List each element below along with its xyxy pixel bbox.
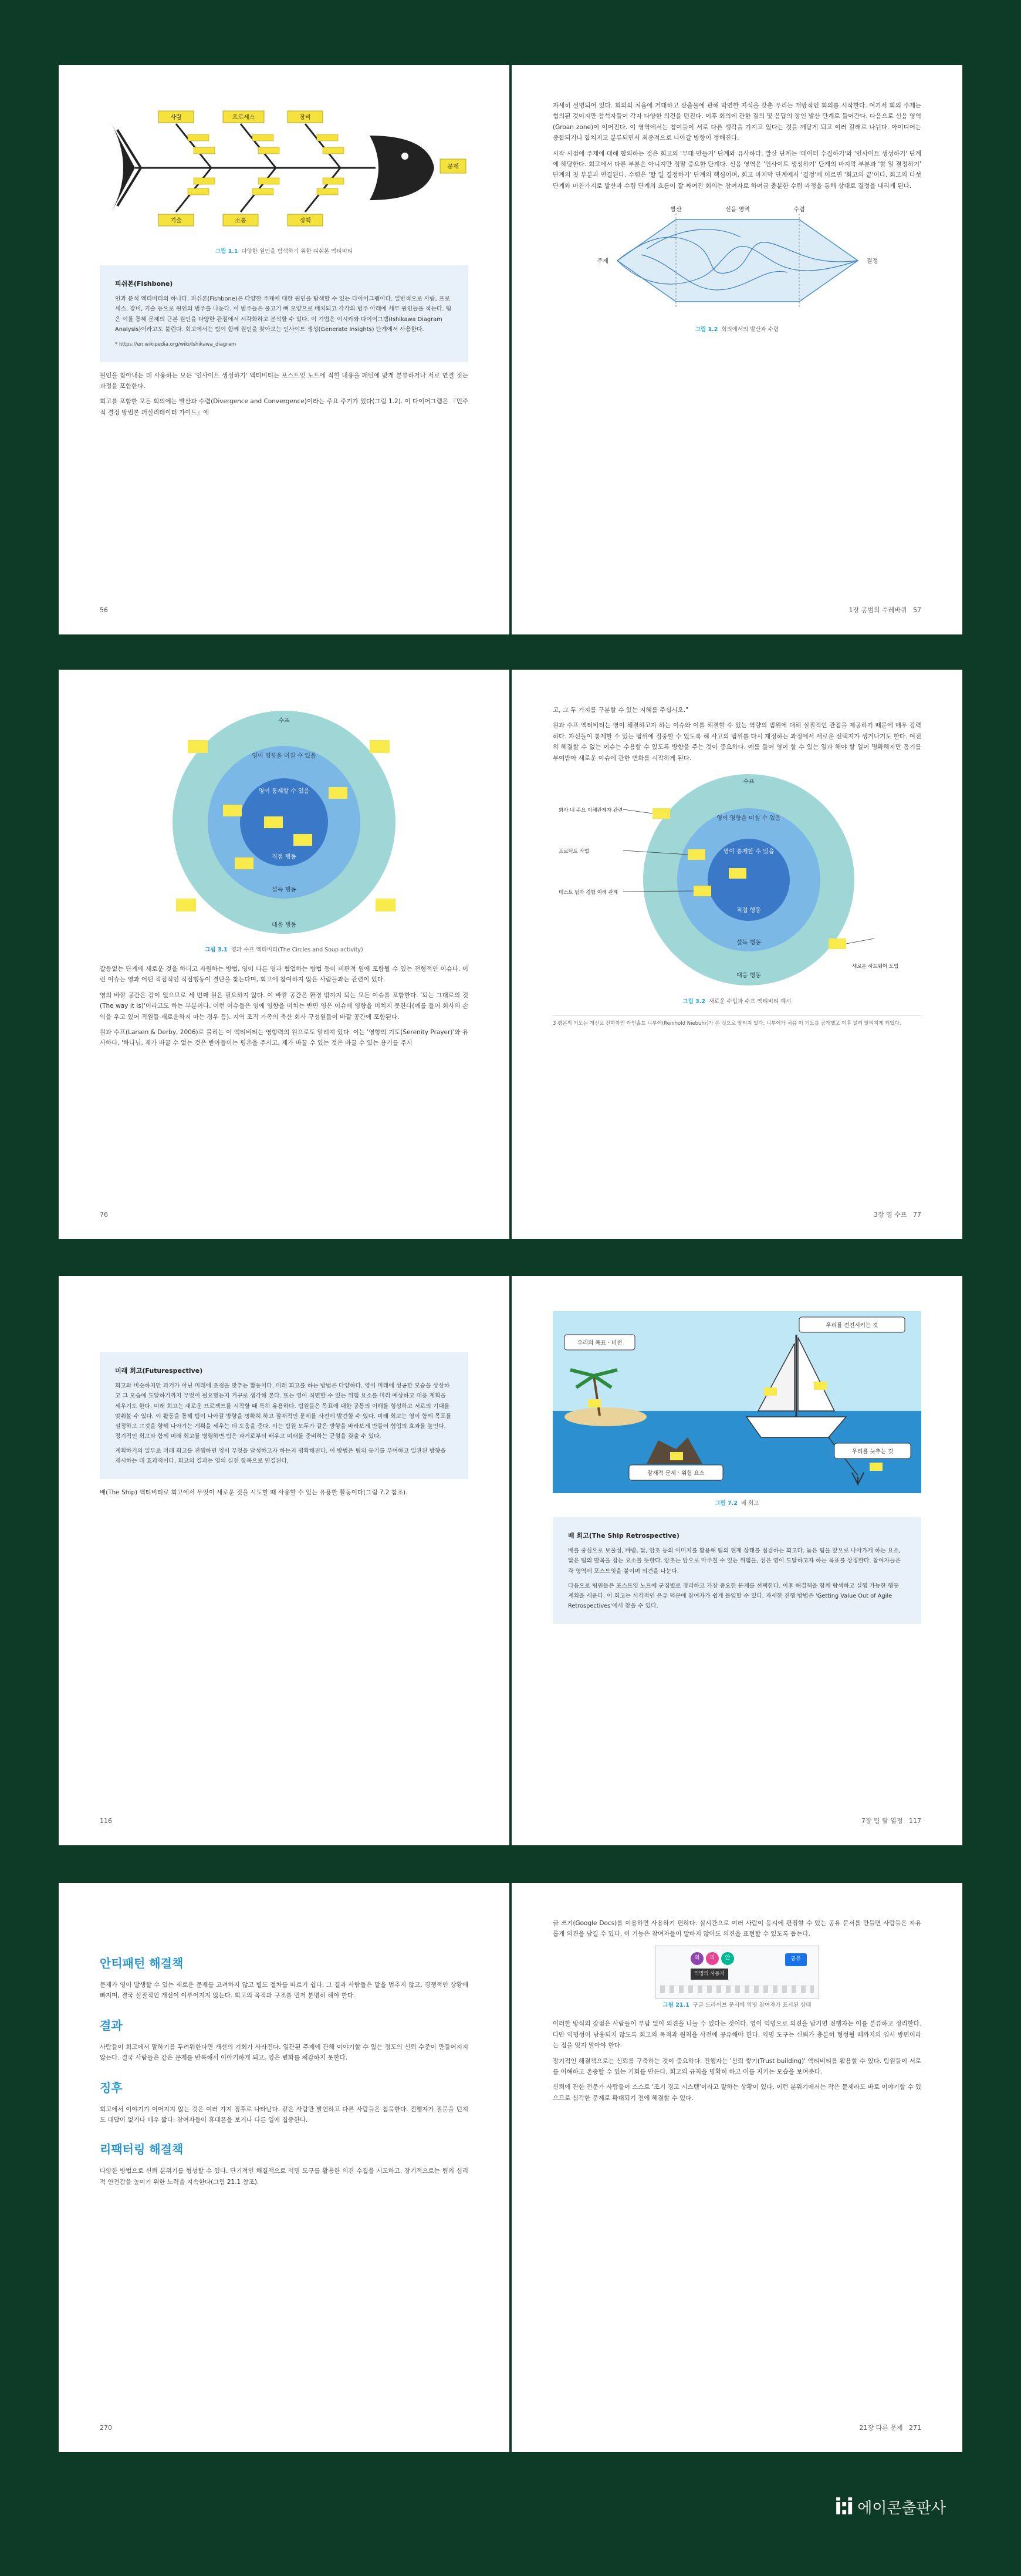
figure-caption: [100, 946, 468, 956]
circle-label-soup: 수프: [743, 778, 755, 785]
circle-label-influence: 영이 영향을 미칠 수 있음: [252, 753, 316, 759]
body-paragraph: 신뢰에 관한 전문가 사람들이 스스로 '조기 경고 시스템'이라고 말하는 상황이 있다. 이런 분위기에서는 작은 문제라도 바로 이야기할 수 있으므로 심각한 문제로 확대되기 전에 해결할 수 있다.: [553, 2084, 921, 2102]
page-56: [59, 65, 509, 634]
running-head: 3장 영 수프: [874, 1210, 907, 1218]
figure-number: 그림 1.1: [215, 248, 238, 255]
figure-caption-text: 회의에서의 발산과 수렴: [721, 326, 779, 333]
box-title: 배 회고(The Ship Retrospective): [568, 1532, 679, 1539]
body-paragraph: 장기적인 해결책으로는 신뢰를 구축하는 것이 중요하다. 진행자는 '신뢰 쌓기(Trust building)' 액티비티를 활용할 수 있다. 팀원들이 서로를 이해하고 존중할 수 있는 기회를 만든다. 회고의 규칙을 명확히 하고 이를 지키는 모습을 보여준다.: [553, 2057, 921, 2075]
publisher-name: 에이콘출판사: [857, 2499, 946, 2517]
fishbone-label-equipment: 장비: [299, 114, 311, 121]
box-text: 인과 분석 액티비티의 하나다. 피쉬본(Fishbone)은 다양한 주제에 대한 원인을 탐색할 수 있는 다이어그램이다. 일반적으로 사람, 프로세스, 장비, 기술 등으로 원인의 범주를 나눈다. 이 범주들은 물고기 뼈 모양으로 배치되고 각각의 범주 아래에 세부 원인들을 적는다. 팀은 이를 통해 문제의 근본 원인을 다양한 관점에서 시각화하고 분석할 수 있다. 이 기법은 이시카와 다이어그램(Ishikawa Diagram Analysis)이라고도 불린다. 회고에서는 팀이 함께 원인을 찾아보는 인사이트 생성(Generate Insights) 단계에서 사용한다.: [115, 296, 452, 333]
circle-label-respond-action: 대응 행동: [272, 922, 296, 929]
box-text: 회고와 비슷하지만 과거가 아닌 미래에 초점을 맞추는 활동이다. 미래 회고를 하는 방법은 다양하다. 영이 미래에 성공한 모습을 상상하고 그 모습에 도달하기까지 무엇이 필요했는지 거꾸로 생각해 본다. 또는 영이 직면할 수 있는 위험 요소를 미리 예상하고 대응 계획을 세우기도 한다. 미래 회고는 새로운 프로젝트를 시작할 때 특히 유용하다. 팀원들은 목표에 대한 공통의 이해를 형성하고 서로의 기대를 맞춰볼 수 있다. 이 활동을 통해 팀이 나아갈 방향을 명확히 하고 잠재적인 문제를 사전에 발견할 수 있다. 미래 회고는 영이 함께 목표를 설정하고 그것을 향해 나아가는 계획을 세우는 데 도움을 준다. 이는 팀원 모두가 같은 방향을 바라보게 만들어 협업의 효과를 높인다. 정기적인 회고와 함께 미래 회고를 병행하면 팀은 과거로부터 배우고 미래를 준비하는 균형을 갖출 수 있다.: [115, 1383, 452, 1440]
share-button[interactable]: 공유: [785, 1953, 807, 1966]
figure-caption: [553, 997, 921, 1007]
page-117: [512, 1276, 962, 1845]
circle-label-direct-action: 직접 행동: [272, 854, 296, 860]
circle-label-influence: 영이 영향을 미칠 수 있음: [716, 815, 781, 822]
page-77: [512, 670, 962, 1239]
figure-caption: [553, 1499, 921, 1509]
google-docs-screenshot: [655, 1946, 819, 1998]
section-anti-pattern-solution: [100, 1953, 468, 2001]
page-271: [512, 1883, 962, 2452]
body-paragraph: 갈등없는 단계에 새로운 것을 하더고 자원하는 방법, 영이 다른 영과 협업하는 방법 등이 비판적 원에 포함될 수 있는 전형적인 이슈다. 이런 이슈는 영과 어떤 직접적인 직접행동이 결단을 찾는다며, 회고에 참여하지 않은 사람들과는 관련이 있다.: [100, 965, 468, 984]
page-number-value: 271: [909, 2423, 921, 2432]
figure-number: 그림 3.2: [682, 998, 705, 1005]
page-57: [512, 65, 962, 634]
figure-number: 그림 3.1: [205, 947, 228, 954]
page-76: [59, 670, 509, 1239]
divergence-convergence-diagram: [553, 202, 921, 319]
page-number: [874, 1209, 921, 1220]
avatar[interactable]: 의: [706, 1952, 719, 1965]
box-text: 다음으로 팀원들은 포스트잇 노트에 군집별로 정리하고 가장 중요한 문제를 선택한다. 이후 해결책을 함께 탐색하고 실행 가능한 행동 계획을 세운다. 이 회고는 시각적인 은유 덕분에 참여자가 쉽게 몰입할 수 있다. 자세한 진행 방법은 'Getting Value Out of Agile Retrospectives'에서 찾을 수 있다.: [568, 1582, 899, 1609]
figure-caption-text: 영과 수프 액티비티(The Circles and Soup activity): [231, 947, 363, 954]
body-paragraph: 글 쓰기(Google Docs)를 이용하면 사용하기 편하다. 실시간으로 여러 사람이 동시에 편집할 수 있는 공유 문서를 만들면 사람들은 자유롭게 의견을 남길 수 있다. 이 기능은 참여자들이 말하지 않아도 의견을 표현할 수 있도록 돕는다.: [553, 1920, 921, 1938]
box-text: 계획하기의 일부로 미래 회고를 진행하면 영이 무엇을 달성하고자 하는지 명확해진다. 이 방법은 팀의 동기를 부여하고 일관된 방향을 제시하는 데 효과적이다. 회고의 결과는 영의 실천 항목으로 연결된다.: [115, 1448, 446, 1465]
spread-3: [59, 1276, 962, 1845]
circle-label-control: 영이 통제할 수 있음: [723, 848, 775, 855]
ship-retrospective-illustration: [553, 1311, 921, 1493]
page-116: [59, 1276, 509, 1845]
diagram-label-decision: 결정: [867, 258, 878, 265]
body-paragraph: 시작 시점에 주제에 대해 합의하는 것은 회고의 '무대 만들기' 단계와 유사하다. 발산 단계는 '데이터 수집하기'와 '인사이트 생성하기' 단계에 해당한다. 회고에서 다른 부분은 아니지만 정말 중요한 단계다. 신음 영역은 '인사이트 생성하기' 단계의 마지막 부분과 '할 일 결정하기' 단계의 첫 부분과 연결된다. 수렴은 '할 일 결정하기' 단계의 핵심이며, 회고 마지막 단계에서 '결정'에 이르면 '회고의 끝'이다. 회고의 다섯 단계와 마찬가지로 발산과 수렴 단계의 흐름이 잘 짜여진 회의는 참여자로 하여금 충분한 수렴 과정을 통해 상대로 결정을 내리게 된다.: [553, 150, 921, 190]
figure-number: 그림 1.2: [695, 326, 718, 333]
diagram-label-convergence: 수렴: [793, 207, 805, 213]
section-title: 징후: [100, 2080, 123, 2095]
figure-number: 그림 7.2: [715, 1500, 738, 1507]
page-number: 270: [100, 2423, 112, 2432]
body-paragraph: 다양한 방법으로 신뢰 분위기를 형성할 수 있다. 단기적인 해결책으로 익명 도구를 활용한 의견 수집을 시도하고, 장기적으로는 팀의 심리적 안전감을 높이기 위한 노력을 지속한다(그림 21.1 참조).: [100, 2168, 468, 2186]
page-number: [849, 605, 922, 616]
fishbone-diagram: [100, 100, 468, 241]
body-paragraph: 원인을 찾아내는 데 사용하는 모든 '인사이트 생성하기' 액티비티는 포스트잇 노트에 적힌 내용을 패턴에 맞게 분류하거나 서로 연결 짓는 과정을 포함한다.: [100, 372, 468, 390]
body-paragraph: 영의 바깥 공간은 감이 없으므로 세 번째 원은 필요하지 않다. 이 바깥 공간은 환경 밖까지 되는 모든 이슈를 포함한다. '되는 그대로의 것(The way it is)'이라고도 하는 부분이다. 이런 이슈들은 영에 영향을 미치는 반면 영은 이슈에 영향을 미치지 못한다(예를 들어 회사의 손익을 우고 있어 직원들 새로운하지 마는 경우 등). 지역 조직 가족의 축산 회사 구성원들이 바깥 공간에 포함된다.: [100, 991, 468, 1021]
ship-label-anchor: 우리를 늦추는 것: [851, 1449, 894, 1455]
docs-toolbar: [660, 1985, 814, 1993]
page-number: 116: [100, 1817, 112, 1825]
figure-caption: [100, 247, 468, 257]
side-label-hardware: 새로운 하드웨어 도입: [852, 963, 899, 970]
running-head: 7장 팀 탈 일정: [861, 1817, 903, 1825]
spread-4: [59, 1883, 962, 2452]
running-head: 21장 다른 문제: [859, 2423, 903, 2432]
ship-label-wind: 우리를 전진시키는 것: [826, 1322, 878, 1329]
side-label-stakeholders: 회사 내 주요 이해관계자 관련: [559, 807, 623, 813]
figure-caption-text: 다양한 원인을 탐색하기 위한 피쉬본 액티비티: [241, 248, 353, 255]
circle-label-control: 영이 통제할 수 있음: [258, 788, 310, 795]
body-paragraph: 회고를 포함한 모든 회의에는 발산과 수렴(Divergence and Convergence)이라는 주요 주기가 있다(그림 1.2). 이 다이어그램은 『민주적 결정 방법론 퍼실리테이터 가이드』에: [100, 398, 468, 416]
body-paragraph: 배(The Ship) 액티비티로 회고에서 무엇이 새로운 것을 시도할 때 사용할 수 있는 유용한 활동이다(그림 7.2 참조).: [100, 1489, 408, 1497]
page-number: [859, 2422, 921, 2433]
avatar-group: [691, 1952, 734, 1965]
box-title: 피쉬본(Fishbone): [115, 280, 173, 288]
body-paragraph: 사람들이 회고에서 말하기를 두려워한다면 개선의 기회가 사라진다. 일관된 주제에 관해 이야기할 수 있는 정도의 신뢰 수준이 만들어지지 않는다. 결국 사람들은 같은 문제를 반복해서 이야기하게 되고, 영은 변화를 체감하지 못한다.: [100, 2043, 468, 2062]
fishbone-label-process: 프로세스: [232, 114, 255, 121]
circle-label-persuade-action: 설득 행동: [736, 939, 761, 946]
fishbone-label-problem: 문제: [447, 164, 459, 170]
circles-and-soup-example-diagram: [553, 768, 921, 991]
publisher-logo: [834, 2494, 946, 2520]
section-title: 안티패턴 해결책: [100, 1956, 184, 1970]
running-head: 1장 공범의 수레바퀴: [848, 606, 907, 614]
box-text: 배를 중심으로 보물섬, 바람, 닻, 암초 등의 이미지를 활용해 팀의 현재 상태를 점검하는 회고다. 돛은 팀을 앞으로 나아가게 하는 요소, 닻은 팀의 발목을 잡는 요소를 뜻한다. 암초는 앞으로 마주칠 수 있는 위험을, 섬은 영이 도달하고자 하는 목표를 상징한다. 참여자들은 각 영역에 포스트잇을 붙이며 의견을 나눈다.: [568, 1548, 901, 1575]
figure-caption: [553, 2001, 921, 2011]
circle-label-direct-action: 직접 행동: [736, 907, 761, 914]
spread-2: [59, 670, 962, 1239]
body-paragraph: 고, 그 두 가지를 구분할 수 있는 지혜를 주십시오.": [553, 707, 688, 714]
sidebar-box: [100, 265, 468, 362]
figure-caption-text: 구글 드라이브 문서에 익명 참여자가 표시된 상태: [692, 2001, 812, 2008]
fishbone-label-policy: 정책: [299, 218, 311, 224]
publisher-mark: i:i: [834, 2494, 852, 2520]
diagram-label-divergence: 발산: [670, 207, 682, 213]
circle-label-persuade-action: 설득 행동: [272, 887, 296, 893]
anonymous-user-tooltip: 익명의 사용자: [691, 1969, 728, 1980]
section-refactoring-solution: [100, 2139, 468, 2187]
footnote: 3 평온의 기도는 개신교 신학자인 라인홀드 니부어(Reinhold Niebuhr)가 쓴 것으로 알려져 있다. 니부어가 처음 이 기도를 공개했고 이후 널리 알려지게 되었다.: [553, 1015, 921, 1028]
ship-label-goal: 우리의 목표 · 비전: [577, 1340, 623, 1346]
section-result: [100, 2015, 468, 2064]
body-paragraph: 자세히 설명되어 있다. 회의의 처음에 거대하고 산출물에 관해 막연한 지식을 갖춘 우리는 개방적인 회의를 시작한다. 여기서 회의 주제는 협의된 것이지만 참석자들이 각자 다양한 의견을 던진다. 이후 회의에 관한 질의 및 응답의 장인 발산 단계로 들어간다. 다음으로 신음 영역(Groan zone)이 이어진다. 이 영역에서는 참여들이 서로 다른 생각을 가지고 있다는 것을 깨닫게 되고 여러 갈래로 나뉜다. 아이디어는 종합되거나 합쳐지고 분류되면서 최종적으로 나아갈 방향이 정해진다.: [553, 102, 921, 142]
sidebar-box: [553, 1517, 921, 1624]
page-number: [861, 1815, 921, 1827]
diagram-label-topic: 주제: [597, 258, 608, 265]
figure-number: 그림 21.1: [662, 2001, 689, 2008]
circles-and-soup-diagram: [100, 705, 468, 940]
side-label-product-work: 프로덕트 작업: [559, 848, 589, 855]
section-title: 리팩터링 해결책: [100, 2142, 184, 2157]
circle-label-respond-action: 대응 행동: [736, 972, 761, 979]
page-number: 56: [100, 606, 108, 614]
body-paragraph: 문제가 영이 발생할 수 있는 새로운 문제를 고려하지 않고 별도 절차를 따르기 쉽다. 그 결과 사람들은 말을 멈추지 않고, 경쟁적인 상황에 빠지며, 결국 실질적인 개선이 이루어지지 않는다. 회고의 목적과 구조를 먼저 분명히 해야 한다.: [100, 1981, 468, 2000]
figure-caption-text: 배 회고: [741, 1500, 759, 1507]
box-title: 미래 회고(Futurespective): [115, 1367, 203, 1375]
fishbone-label-people: 사람: [170, 114, 182, 121]
ship-label-rocks: 잠재적 문제 · 위험 요소: [647, 1470, 705, 1477]
circle-label-soup: 수프: [278, 718, 290, 724]
section-symptoms: [100, 2078, 468, 2126]
page-270: [59, 1883, 509, 2452]
body-paragraph: 원과 수프 액티비티는 영이 해결하고자 하는 이슈와 이를 해결할 수 있는 역량의 범위에 대해 실질적인 관점을 제공하기 때문에 매우 강력하다. 자신들이 통제할 수 있는 범위에 집중할 수 있도록 해 사고의 범위를 다시 재정하는 과정에서 새로운 선택지가 생겨나기도 한다. 여전히 해결할 수 없는 이슈는 수용할 수 있도록 방향을 주는 것이 중요하다. 예를 들어 영이 할 수 있는 일과 해야 할 일이 명확해지면 동기를 부여받아 새로운 이슈에 관한 변화를 시작하게 된다.: [553, 722, 921, 762]
sidebar-box: [100, 1352, 468, 1479]
fishbone-label-tech: 기술: [170, 218, 182, 224]
figure-caption-text: 새로운 수입과 수프 액티비티 예시: [708, 998, 792, 1005]
figure-caption: [553, 325, 921, 335]
side-label-test-team: 테스트 팀과 경험 이해 관계: [559, 889, 618, 896]
page-number-value: 57: [913, 606, 921, 614]
avatar[interactable]: 회: [691, 1952, 704, 1965]
body-paragraph: 회고에서 이야기가 이어지지 않는 것은 여러 가지 징후로 나타난다. 같은 사람만 발언하고 다른 사람들은 침묵한다. 진행자가 질문을 던져도 대답이 없거나 매우 짧다. 참여자들이 휴대폰을 보거나 다른 일에 집중한다.: [100, 2105, 468, 2123]
body-paragraph: 원과 수프(Larsen & Derby, 2006)로 불리는 이 액티비티는 영향력의 원으로도 알려져 있다. 이는 '영향의 기도(Serenity Prayer)'와 유사하다. '하나님, 제가 바꿀 수 없는 것은 받아들이는 평온을 주시고, 제가 바꿀 수 있는 것은 바꿀 수 있는 용기를 주시: [100, 1028, 468, 1047]
diagram-label-groan-zone: 신음 영역: [725, 207, 750, 213]
spread-1: [59, 65, 962, 634]
box-footnote: * https://en.wikipedia.org/wiki/Ishikawa_diagram: [115, 341, 236, 347]
section-title: 결과: [100, 2018, 123, 2033]
page-number: 76: [100, 1210, 108, 1218]
avatar[interactable]: 안: [721, 1952, 734, 1965]
body-paragraph: 이러한 방식의 장점은 사람들이 부담 없이 의견을 나눌 수 있다는 것이다. 영이 익명으로 의견을 남기면 진행자는 이를 분류하고 정리한다. 다만 익명성이 남용되지 않도록 회고의 목적과 원칙을 사전에 공유해야 한다. 익명 도구는 신뢰가 충분히 형성될 때까지의 임시 방편이라는 점을 잊지 말아야 한다.: [553, 2020, 921, 2050]
page-number-value: 117: [909, 1817, 921, 1825]
fishbone-label-communication: 소통: [235, 218, 246, 224]
page-number-value: 77: [913, 1210, 921, 1218]
